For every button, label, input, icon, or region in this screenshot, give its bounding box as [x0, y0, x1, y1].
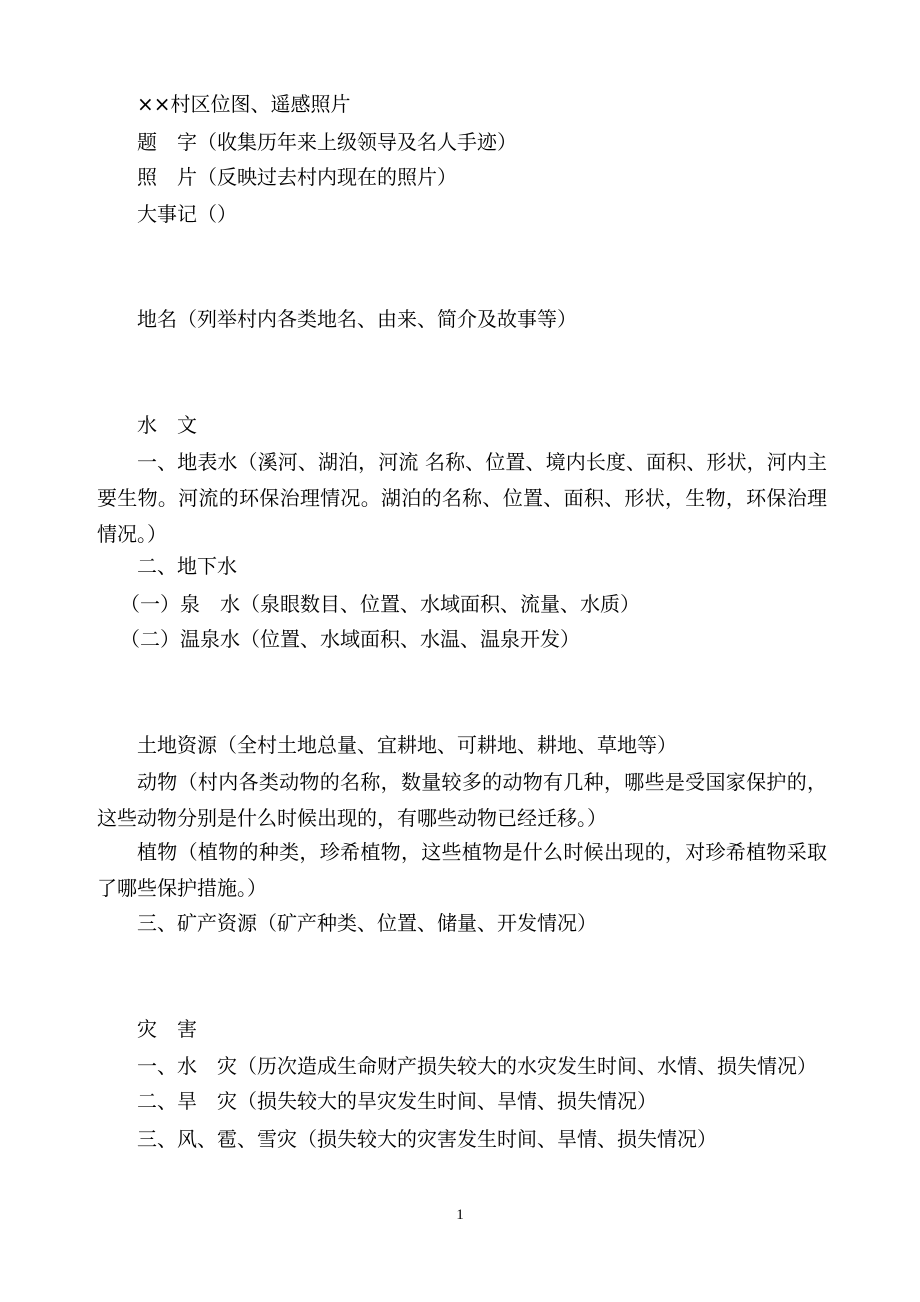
resources-plants-paragraph: 植物（植物的种类，珍希植物，这些植物是什么时候出现的，对珍希植物采取了哪些保护措施。）: [97, 840, 827, 900]
intro-line-inscription: 题 字（收集历年来上级领导及名人手迹）: [137, 130, 517, 154]
resources-land-line: 土地资源（全村土地总量、宜耕地、可耕地、耕地、草地等）: [137, 733, 677, 757]
hydrology-heading: 水 文: [137, 413, 197, 437]
page-number: 1: [456, 1207, 464, 1223]
hydrology-groundwater-line: 二、地下水: [137, 554, 237, 578]
disasters-heading: 灾 害: [137, 1017, 197, 1041]
hydrology-spring-line: （一）泉 水（泉眼数目、位置、水域面积、流量、水质）: [120, 592, 640, 616]
resources-animals-paragraph: 动物（村内各类动物的名称，数量较多的动物有几种，哪些是受国家保护的，这些动物分别是什么时候出现的，有哪些动物已经迁移。）: [97, 770, 827, 830]
intro-line-location-map: ××村区位图、遥感照片: [137, 92, 351, 116]
hydrology-surface-water-paragraph: 一、地表水（溪河、湖泊，河流 名称、位置、境内长度、面积、形状，河内主要生物。河流的环保治理情况。湖泊的名称、位置、面积、形状，生物，环保治理情况。）: [97, 450, 827, 546]
disasters-flood-line: 一、水 灾（历次造成生命财产损失较大的水灾发生时间、水情、损失情况）: [137, 1054, 817, 1078]
resources-minerals-line: 三、矿产资源（矿产种类、位置、储量、开发情况）: [137, 911, 597, 935]
disasters-drought-line: 二、旱 灾（损失较大的旱灾发生时间、旱情、损失情况）: [137, 1089, 657, 1113]
hydrology-hot-spring-line: （二）温泉水（位置、水域面积、水温、温泉开发）: [120, 627, 580, 651]
intro-line-chronicle: 大事记（）: [137, 202, 237, 226]
intro-line-photos: 照 片（反映过去村内现在的照片）: [137, 165, 457, 189]
disasters-wind-hail-snow-line: 三、风、雹、雪灾（损失较大的灾害发生时间、旱情、损失情况）: [137, 1127, 717, 1151]
place-names-line: 地名（列举村内各类地名、由来、简介及故事等）: [137, 307, 577, 331]
